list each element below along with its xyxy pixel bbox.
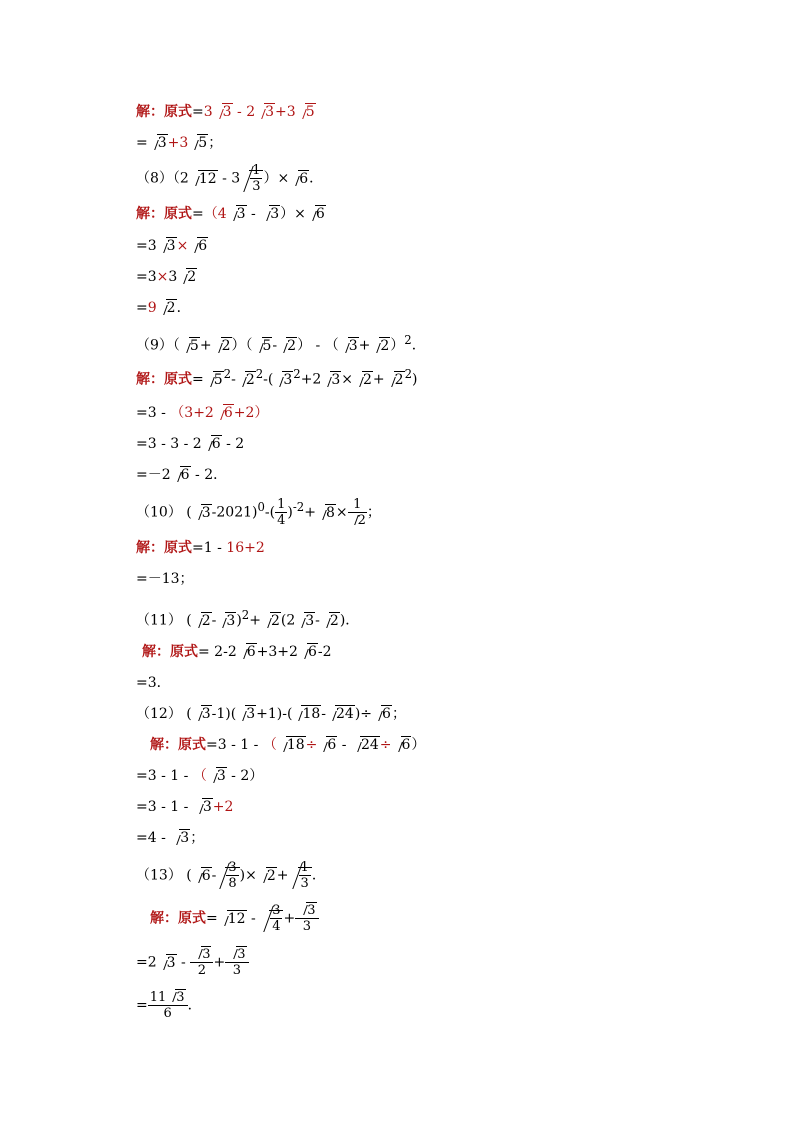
solution-line: =3 - （3+2 6+2） (136, 405, 269, 421)
solution-line: =9 2． (136, 300, 191, 316)
problem-line: （13） ( 6- $\frac{3}{8}$ )× 2+ $\frac{1}{3}$ ． (136, 860, 326, 891)
solution-line: 解：原式= 12 - $\frac{3}{4}$ + $\frac{3}{3}$ (150, 903, 319, 934)
solution-line: =－2 6 - 2． (136, 467, 228, 483)
problem-line: （12） ( 3-1)( 3+1)-( 18- 24)÷ 6； (136, 706, 406, 722)
problem-line: （10） ( 3-2021)$^0$-( $\frac{1}{4}$ )$^{-2}$+ 8× $\frac{1}{2}$ ； (136, 497, 381, 529)
solution-line: =3×3 2 (136, 269, 197, 285)
solution-line: =3 - 3 - 2 6 - 2 (136, 436, 245, 452)
solution-line: 解：原式= $5^2-$ $2^2-$( $3^2+2$ $3\times 2+ 2^2$) (136, 367, 418, 388)
solution-line: =3 - 1 - 3+2 (136, 799, 234, 815)
solution-line: 解：原式=3 3 - 2 3+3 5 (136, 104, 315, 120)
solution-line: = $\frac{11 3}{6}$ ． (136, 990, 202, 1021)
solution-line: =3． (136, 675, 171, 691)
solution-line: =3 - 1 - （ 3 - 2） (136, 768, 264, 784)
solution-line: 解：原式=（4 3 - 3）× 6 (136, 206, 325, 222)
solution-line: =－13； (136, 571, 194, 587)
solution-line: = 3+3 5； (136, 135, 223, 151)
solution-line: 解：原式=3 - 1 - （ 18÷ 6 - 24÷ 6） (150, 737, 426, 753)
solution-line: 解：原式=1 - 16+2 (136, 540, 265, 556)
problem-line: （8）（2 12 - 3 $\frac{1}{3}$ ）× 6． (136, 163, 324, 194)
solution-line: =4 - 3； (136, 830, 205, 846)
solution-line: =2 3 - $\frac{3}{2}$ + $\frac{3}{3}$ (136, 947, 249, 978)
problem-line: （11） ( 2- 3)$^2$+ 2(2 3- 2)． (136, 608, 360, 629)
solution-line: =3 3× 6 (136, 238, 208, 254)
solution-line: 解：原式= 2-2 6+3+2 6-2 (142, 644, 332, 660)
problem-line: （9）（ 5+ 2）（ 5- 2） - （ 3+ 2）$^2$． (136, 333, 426, 354)
